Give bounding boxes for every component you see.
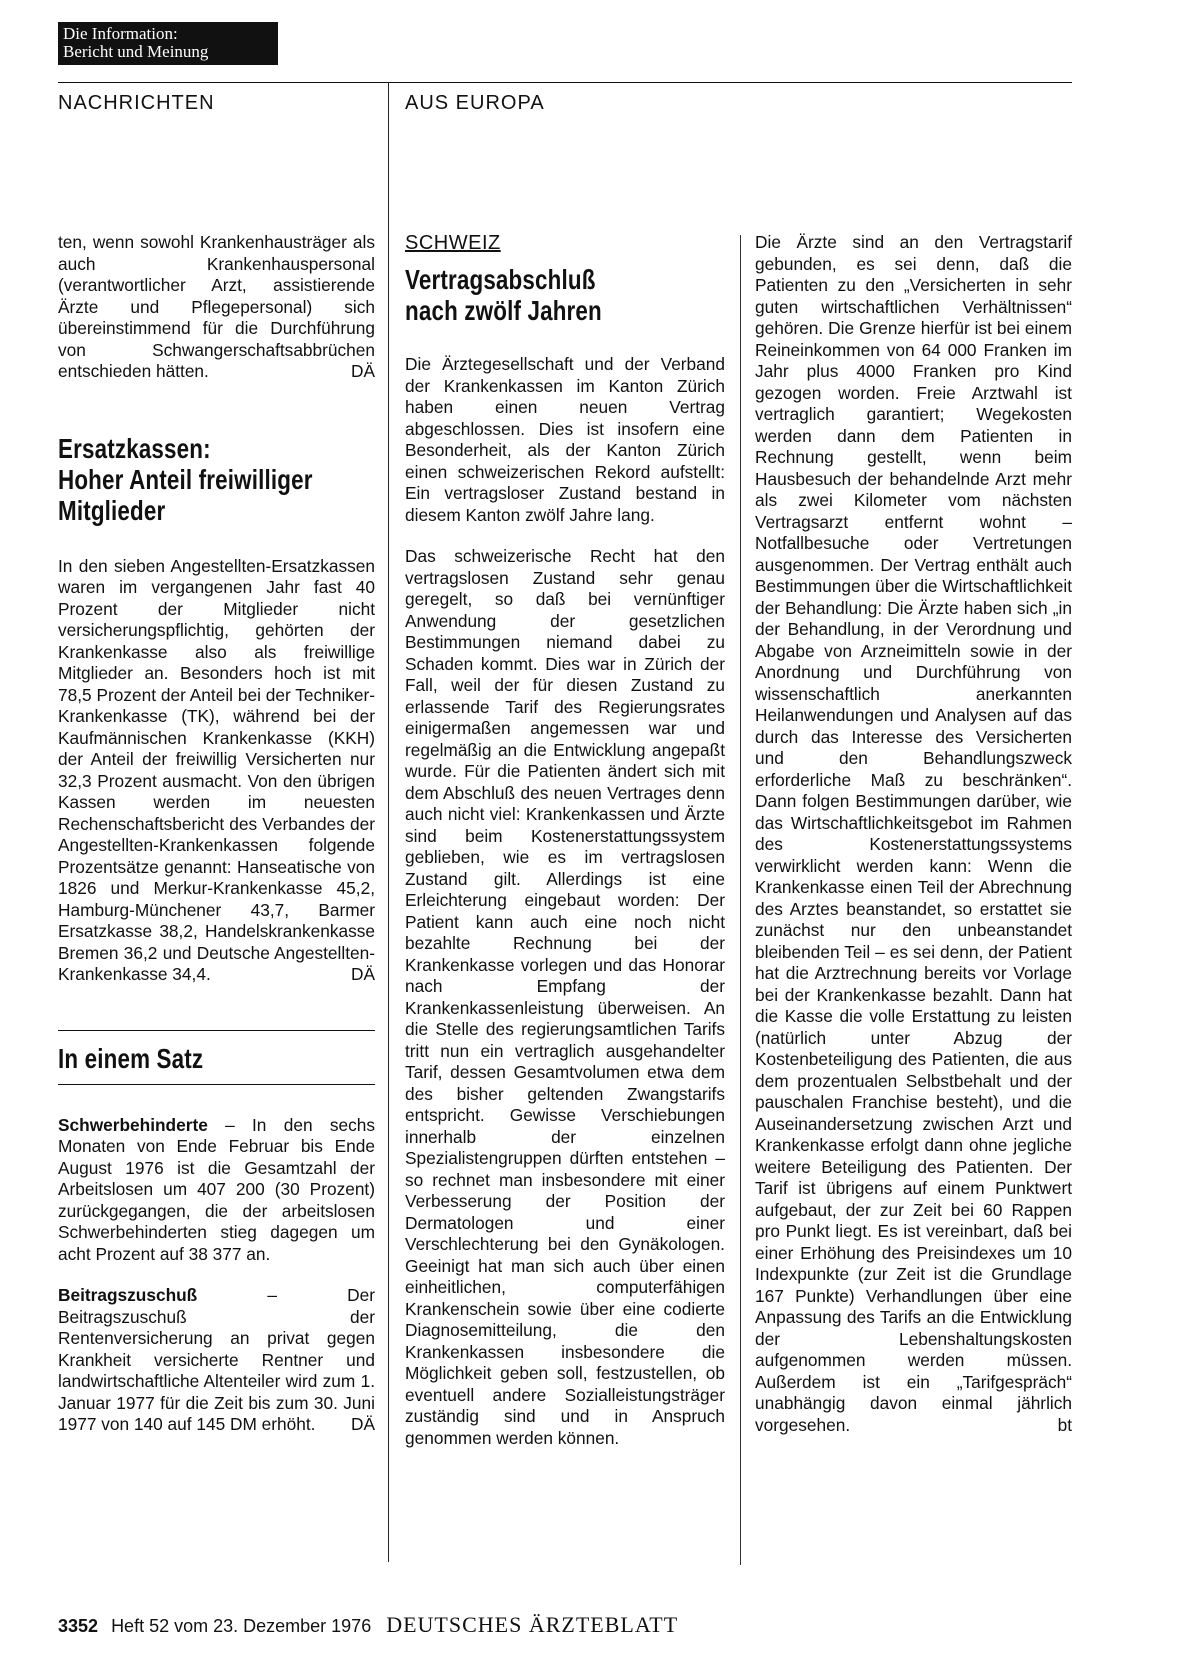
schweiz-paragraph-3: Die Ärzte sind an den Vertragstarif gebunden, es sei denn, daß die Patienten zu den „Versicherten in sehr guten wirtschaftlichen Verhältnissen“ gehören. Die Grenze hierfür ist bei einem Reineinkommen von 64 000 Franken im Jahr plus 4000 Franken pro Kind gezogen worden. Freie Arztwahl ist vertraglich garantiert; Wegekosten werden dann dem Patienten in Rechnung gestellt, wenn beim Hausbesuch der behandelnde Arzt mehr als zwei Kilometer vom nächsten Vertragsarzt entfernt wohnt – Notfallbesuche oder Vertretungen ausgenommen. Der Vertrag enthält auch Bestimmungen über die Wirtschaftlichkeit der Behandlung: Die Ärzte haben sich „in der Behandlung, in der Verordnung und Abgabe von Arzneimitteln sowie in der Anordnung und Durchführung von wissenschaftlich anerkannten Heilanwendungen und Analysen auf das durch das Interesse des Versicherten und den Behandlungszweck erforderliche Maß zu beschränken“. Dann folgen Bestimmungen darüber, wie das Wirtschaftlichkeitsgebot im Rahmen des Kostenerstattungssystems verwirklicht werden kann: Wenn die Krankenkasse einen Teil der Abrechnung des Arztes beanstandet, so erstattet sie zunächst nur den unbeanstandet bleibenden Teil – es sei denn, der Patient hat die Arztrechnung bereits vor Vorlage bei der Krankenkasse bezahlt. Dann hat die Kasse die volle Erstattung zu leisten (natürlich unter Abzug der Kostenbeteiligung des Patienten, die aus dem prozentualen Selbstbehalt und der pauschalen Franchise besteht), und die Auseinandersetzung zwischen Arzt und Krankenkasse erfolgt dann ohne jegliche weitere Beteiligung des Patienten. Der Tarif ist übrigens auf einem Punktwert aufgebaut, der zur Zeit bei 60 Rappen pro Punkt liegt. Es ist vereinbart, daß bei einer Erhöhung des Preisindexes um 10 Indexpunkte (zur Zeit ist die Grundlage 167 Punkte) Verhandlungen über eine Anpassung des Tarifs an die Entwicklung der Lebenshaltungskosten aufgenommen werden müssen. Außerdem ist ein „Tarifgespräch“ unabhängig davon einmal jährlich vorgesehen. bt [755, 232, 1072, 1435]
magazine-name: DEUTSCHES ÄRZTEBLATT [386, 1612, 679, 1637]
headline-in-einem-satz: In einem Satz [58, 1042, 204, 1074]
rule-above-satz [58, 1030, 375, 1031]
intro-paragraph: ten, wenn sowohl Krankenhausträger als auch Krankenhauspersonal (verantwortlicher Arzt, assistierende Ärzte und Pflegepersonal) sich übereinstimmend für die Durchführung von Schwangerschaftsabbrüchen entschieden hätten. DÄ [58, 232, 375, 381]
column-2 [405, 264, 725, 1449]
column-1 [58, 232, 375, 1436]
page-footer [58, 1612, 678, 1638]
headline-vertragsabschluss: Vertragsabschluß nach zwölf Jahren [405, 264, 602, 326]
rule-below-satz [58, 1084, 375, 1085]
masthead-line1: Die Information: [63, 24, 178, 43]
author-sig: bt [1057, 1414, 1072, 1435]
headline-ersatzkassen: Ersatzkassen: Hoher Anteil freiwilliger Mitglieder [58, 432, 313, 526]
section-label-right: AUS EUROPA [405, 92, 545, 114]
top-rule [58, 82, 1072, 83]
masthead-line2: Bericht und Meinung [63, 42, 209, 61]
column-divider-2 [740, 235, 741, 1565]
column-divider [388, 82, 389, 1562]
author-sig: DÄ [350, 361, 375, 381]
ersatzkassen-article: In den sieben Angestellten-Ersatzkassen waren im vergangenen Jahr fast 40 Prozent der Mitglieder nicht versicherungspflichtig, gehörten der Krankenkasse also als freiwillige Mitglieder an. Besonders hoch ist mit 78,5 Prozent der Anteil bei der Techniker-Krankenkasse (TK), während bei der Kaufmännischen Krankenkasse (KKH) der Anteil der freiwillig Versicherten nur 32,3 Prozent ausmacht. Von den übrigen Kassen werden im neuesten Rechenschaftsbericht des Verbandes der Angestellten-Krankenkassen folgende Prozentsätze genannt: Hanseatische von 1826 und Merkur-Krankenkasse 45,2, Hamburg-Münchener 43,7, Barmer Ersatzkasse 38,2, Handelskrankenkasse Bremen 36,2 und Deutsche Angestellten-Krankenkasse 34,4. DÄ [58, 555, 375, 984]
kicker-schweiz: SCHWEIZ [405, 232, 501, 254]
section-label-left: NACHRICHTEN [58, 92, 215, 114]
author-sig: DÄ [350, 1414, 375, 1434]
schweiz-paragraph-1: Die Ärztegesellschaft und der Verband der Krankenkassen im Kanton Zürich haben einen neuen Vertrag abgeschlossen. Dies ist insofern eine Besonderheit, als der Kanton Zürich einen schweizerischen Rekord aufstellt: Ein vertragsloser Zustand bestand in diesem Kanton zwölf Jahre lang. [405, 354, 725, 525]
column-3 [755, 232, 1072, 1436]
item-schwerbehinderte: Schwerbehinderte – In den sechs Monaten von Ende Februar bis Ende August 1976 ist die Gesamtzahl der Arbeitslosen um 407 200 (30 Prozent) zurückgegangen, die der arbeitslosen Schwerbehinderten stieg dagegen um acht Prozent auf 38 377 an. [58, 1114, 375, 1264]
author-sig: DÄ [350, 964, 375, 984]
page-number: 3352 [58, 1616, 99, 1636]
masthead [58, 22, 278, 65]
schweiz-paragraph-2: Das schweizerische Recht hat den vertragslosen Zustand sehr genau geregelt, so daß bei vernünftiger Anwendung der gesetzlichen Bestimmungen niemand dabei zu Schaden kommt. Dies war in Zürich der Fall, weil der für diesen Zustand zu erlassende Tarif des Regierungsrates einigermaßen angemessen war und regelmäßig an die Entwicklung angepaßt wurde. Für die Patienten ändert sich mit dem Abschluß des neuen Vertrages denn auch nicht viel: Krankenkassen und Ärzte sind beim Kostenerstattungssystem geblieben, wie es im vertragslosen Zustand gilt. Allerdings ist eine Erleichterung eingebaut worden: Der Patient kann auch eine noch nicht bezahlte Rechnung bei der Krankenkasse vorlegen und das Honorar nach Empfang der Krankenkassenleistung überweisen. An die Stelle des regierungsamtlichen Tarifs tritt nun ein vertraglich ausgehandelter Tarif, dessen Gesamtvolumen etwa dem des bisher geltenden Zwangstarifs entspricht. Gewisse Verschiebungen innerhalb der einzelnen Spezialistengruppen dürften entstehen – so rechnet man insbesondere mit einer Verbesserung der Position der Dermatologen und einer Verschlechterung bei den Gynäkologen. Geeinigt hat man sich auch über einen einheitlichen, computerfähigen Krankenschein sowie über eine codierte Diagnosemitteilung, die den Krankenkassen insbesondere die Möglichkeit geben soll, festzustellen, ob eventuell andere Sozialleistungsträger zuständig sind und in Anspruch genommen werden können. [405, 546, 725, 1448]
issue-info: Heft 52 vom 23. Dezember 1976 [111, 1616, 372, 1636]
item-beitragszuschuss: Beitragszuschuß – Der Beitragszuschuß der Rentenversicherung an privat gegen Krankheit versicherte Rentner und landwirtschaftliche Altenteiler wird zum 1. Januar 1977 für die Zeit bis zum 30. Juni 1977 von 140 auf 145 DM erhöht. DÄ [58, 1285, 375, 1434]
